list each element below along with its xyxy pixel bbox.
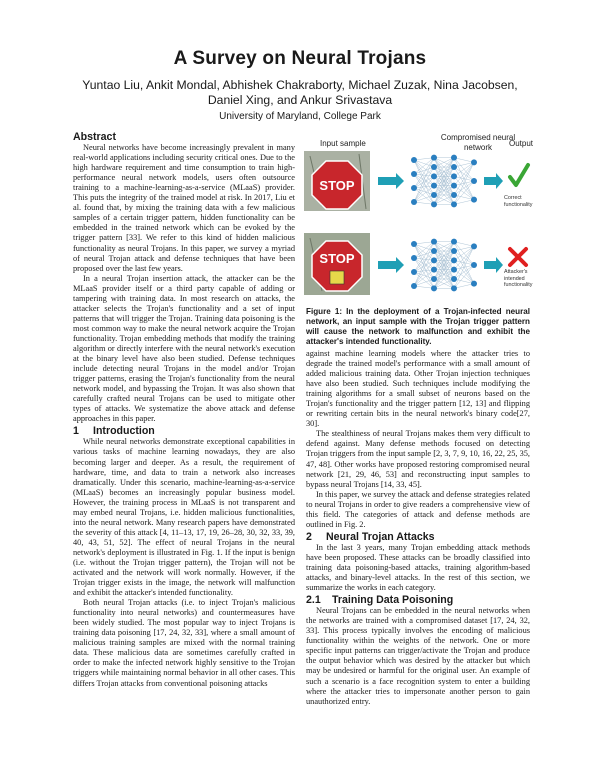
network-node xyxy=(451,173,457,179)
network-node xyxy=(431,276,437,282)
stop-sign-image-trojan xyxy=(304,233,370,295)
label-output: Output xyxy=(509,139,534,148)
neural-network-1 xyxy=(411,155,477,208)
network-node xyxy=(471,197,477,203)
stop-sign-image-benign xyxy=(304,151,370,211)
network-node xyxy=(471,178,477,184)
section-1-heading: 1 Introduction xyxy=(73,425,155,438)
network-node xyxy=(451,155,457,161)
network-node xyxy=(471,262,477,268)
abstract-paragraph-1: Neural networks have become increasingly prevalent in many real-world applications including security critical ones. Due to the high hardware requirement and time consumption to train high-performance neural network models, users often outsource training to a machine-learning-as-a-service (MLaaS) provider. This puts the integrity of the trained model at risk. In 2017, Liu et al. found that, by mixing the training data with a few malicious samples of a certain trigger pattern, hidden functionality can be embedded in the trained network which can be evoked by the trigger pattern [33]. We refer to this kind of hidden malicious functionality as neural Trojans. In this paper, we survey a myriad of neural Trojan attack and defense techniques that have been proposed over the last few years. xyxy=(73,143,295,273)
figure-1-graphic xyxy=(304,151,534,303)
network-edge xyxy=(414,270,434,272)
label-compromised-network: Compromised neural network xyxy=(440,133,516,152)
network-edge xyxy=(414,176,434,188)
network-node xyxy=(451,201,457,207)
right-paragraph-1: against machine learning models where the attacker tries to degrade the trained model's performance with a small amount of added malicious training data. Other Trojan injection techniques have also been studied. Such techniques include modifying the training algorithms for a small subset of neurons based on the Trojan's functionality and the trigger pattern [12, 13] and flipping or rewriting certain bits in the neural network's binary code[27, 30]. xyxy=(306,349,530,429)
network-node xyxy=(451,285,457,291)
section-2-1-heading: 2.1 Training Data Poisoning xyxy=(306,594,454,607)
network-node xyxy=(411,255,417,261)
cross-icon xyxy=(510,249,526,265)
section-2-heading: 2 Neural Trojan Attacks xyxy=(306,530,435,543)
label-attacker-functionality: Attacker's intended functionality xyxy=(504,269,533,288)
network-node xyxy=(451,248,457,254)
network-node xyxy=(431,239,437,245)
authors-line-1: Yuntao Liu, Ankit Mondal, Abhishek Chakraborty, Michael Zuzak, Nina Jacobsen, xyxy=(82,78,518,92)
network-node xyxy=(431,257,437,263)
arrows xyxy=(378,173,503,273)
network-node xyxy=(471,281,477,287)
network-edge xyxy=(414,251,434,286)
network-node xyxy=(411,185,417,191)
right-paragraph-2: The stealthiness of neural Trojans makes them very difficult to defend against. Many defense methods focused on detecting Trojan triggers from the input sample [2, 3, 7, 9, 10, 16, 22, 25, 35, 47, 48]. Other works have proposed restoring compromised neural network [21, 29, 46, 53] and reconstructing input samples to bypass neural Trojans [14, 33, 45]. xyxy=(306,429,530,489)
network-node xyxy=(411,241,417,247)
network-node xyxy=(431,192,437,198)
figure-1 xyxy=(304,133,534,303)
network-edge xyxy=(414,186,434,188)
right-column xyxy=(306,349,530,707)
network-edge xyxy=(414,242,434,286)
network-node xyxy=(431,201,437,207)
network-node xyxy=(431,173,437,179)
network-edge xyxy=(454,242,474,247)
intro-paragraph-1: While neural networks demonstrate exceptional capabilities in various tasks of machine learning nowadays, they are also becoming larger and deeper. As a result, the requirement of hardware, time, and data to train a network also increases dramatically. Under this scenario, machine-learning-as-a-service (MLaaS) becomes an increasingly popular business model. However, the training process in MLaaS is not transparent and may embed neural Trojans, i.e. hidden malicious functionalities, into the neural network. Many research papers have demonstrated the severity of this attack [4, 11–13, 17, 19, 26–28, 30, 32, 33, 39, 40, 43, 51, 52]. The effect of neural Trojans in the neural network's deployment is illustrated in Fig. 1. If the input is benign (i.e. without the Trojan trigger pattern), the Trojan will not be activated and the network will work normally. However, if the Trojan trigger exists in the image, the network will malfunction and exhibit the attacker's intended functionality. xyxy=(73,437,295,598)
figure-1-caption: Figure 1: In the deployment of a Trojan-infected neural network, an input sample with the Trojan trigger pattern will cause the network to malfunction and exhibit the attacker's intended functionality. xyxy=(306,307,530,346)
network-edge xyxy=(414,258,434,260)
network-node xyxy=(451,267,457,273)
check-icon xyxy=(510,165,528,185)
right-paragraph-4: In the last 3 years, many Trojan embedding attack methods have been proposed. These attacks can be broadly classified into training data poisoning-based attacks, training algorithm-based attacks, and binary-level attacks. In the rest of this section, we summarize the works in each category. xyxy=(306,542,530,593)
affiliation: University of Maryland, College Park xyxy=(219,111,381,122)
network-node xyxy=(471,243,477,249)
author-list xyxy=(40,78,560,108)
network-node xyxy=(411,199,417,205)
stop-text-2: STOP xyxy=(319,251,355,266)
network-edge xyxy=(414,174,434,176)
network-edge xyxy=(414,158,434,160)
neural-network-2 xyxy=(411,239,477,292)
network-node xyxy=(411,283,417,289)
abstract-paragraph-2: In a neural Trojan insertion attack, the attacker can be the MLaaS provider itself or a third party capable of adding or tampering with training data. In most research on attacks, the attacker selects the Trojan's functionality and a set of input patterns that will trigger the Trojan. Training data poisoning is the most common way to make the neural network acquire the Trojan functionality. Trojan embedding methods that modify the training algorithm or directly interfere with the neural network's execution at the binary level have also been studied. Defense techniques include detecting neural Trojans in the model and/or Trojan trigger patterns, erasing the Trojan's functionality from the neural network model, and bypassing the Trojan. It was also shown that carefully crafted neural Trojans can be used to mitigate other types of attacks. We systematize the above attack and defense approaches in this paper. xyxy=(73,273,295,424)
network-edge xyxy=(414,242,434,244)
right-paragraph-3: In this paper, we survey the attack and defense strategies related to neural Trojans in order to give readers a comprehensive view of this field. The categories of attack and defense methods are outlined in Fig. 2. xyxy=(306,489,530,529)
stop-text-1: STOP xyxy=(319,178,355,193)
network-edge xyxy=(454,284,474,289)
network-edge xyxy=(454,158,474,163)
paper-title: A Survey on Neural Trojans xyxy=(173,48,427,69)
network-node xyxy=(411,269,417,275)
network-node xyxy=(451,257,457,263)
network-edge xyxy=(414,202,434,204)
network-node xyxy=(471,159,477,165)
network-node xyxy=(431,155,437,161)
network-node xyxy=(451,239,457,245)
label-correct-functionality: Correct functionality xyxy=(504,195,533,208)
network-node xyxy=(431,183,437,189)
network-node xyxy=(451,164,457,170)
label-input-sample: Input sample xyxy=(320,139,366,148)
network-node xyxy=(451,276,457,282)
network-node xyxy=(411,157,417,163)
trojan-trigger-patch xyxy=(330,271,344,284)
network-node xyxy=(451,192,457,198)
network-edge xyxy=(414,286,434,288)
intro-paragraph-2: Both neural Trojan attacks (i.e. to inject Trojan's malicious functionality into neural networks) and countermeasures have been widely studied. The most popular way to inject Trojans is training data poisoning [17, 24, 32, 33], where a small amount of malicious training samples are mixed with the normal training data. These malicious data are sometimes carefully crafted in order to make the infected network highly sensitive to the Trojan triggers while maintaining normal behavior in all other cases. This differs Trojan attacks from conventional poisoning attacks xyxy=(73,598,295,688)
network-node xyxy=(431,248,437,254)
network-node xyxy=(411,171,417,177)
authors-line-2: Daniel Xing, and Ankur Srivastava xyxy=(207,93,393,107)
network-edge xyxy=(414,158,434,202)
network-edge xyxy=(454,200,474,205)
network-edge xyxy=(414,167,434,202)
left-column xyxy=(73,130,295,689)
network-node xyxy=(431,285,437,291)
network-edge xyxy=(414,260,434,272)
network-node xyxy=(431,267,437,273)
right-paragraph-5: Neural Trojans can be embedded in the neural networks when the networks are trained with a compromised dataset [17, 24, 32, 33]. This process typically involves the encoding of malicious functionality within the weights of the network. One or more specific input patterns can trigger/activate the Trojan and produce the output behavior which was desired by the attacker but which may be undesired or harmful for the original user. An example of such a scenario is a face recognition system to enter a building where the attacker tries to impersonate another person to gain unauthorized entry. xyxy=(306,606,530,706)
network-node xyxy=(451,183,457,189)
network-node xyxy=(431,164,437,170)
abstract-heading: Abstract xyxy=(73,131,116,143)
